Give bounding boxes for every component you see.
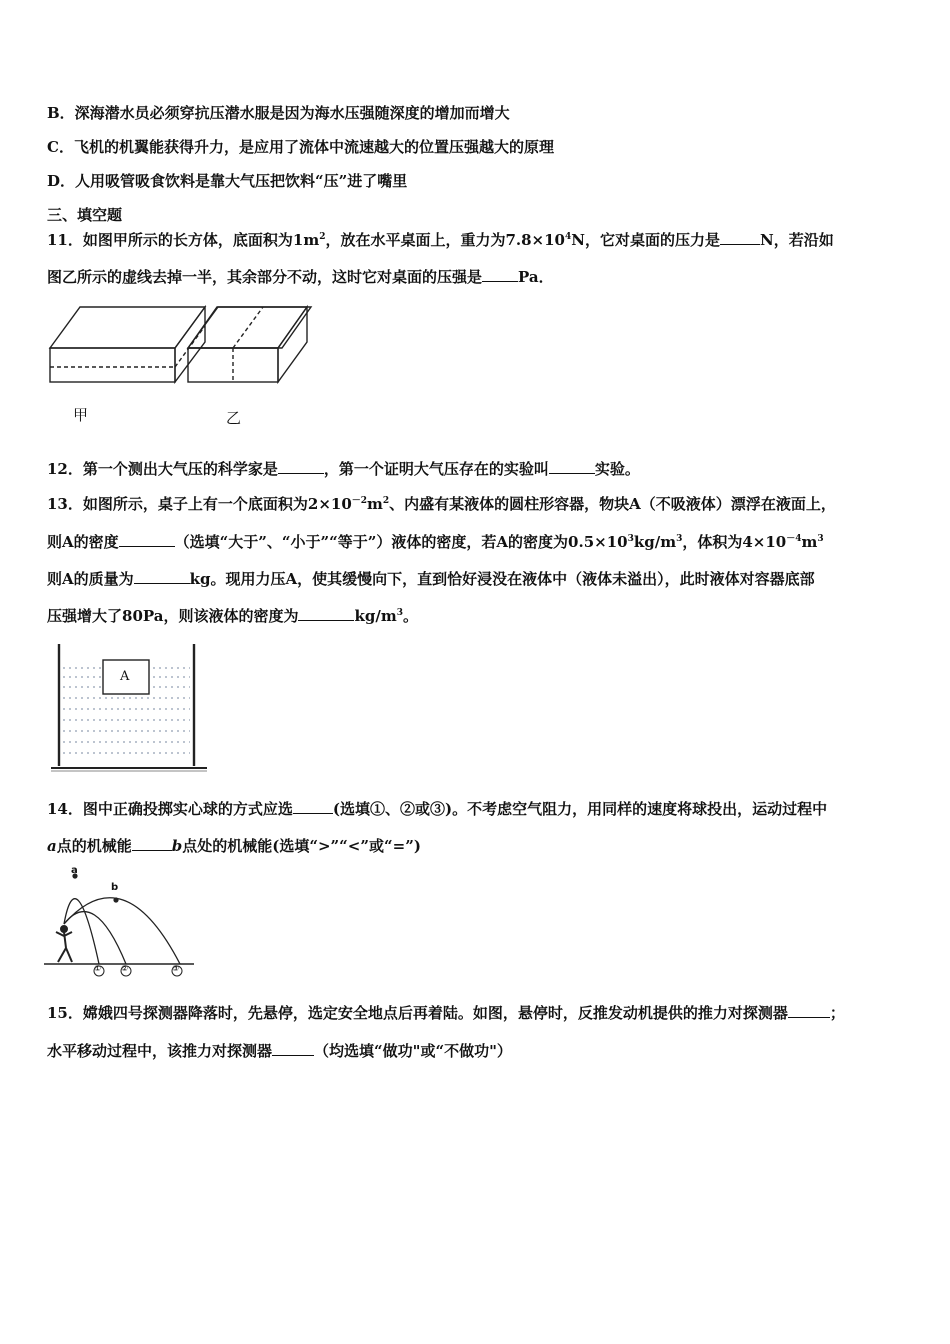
q13-container-figure (49, 640, 209, 772)
q15-blank-2[interactable] (272, 1041, 314, 1056)
q13-line1: 13．如图所示，桌子上有一个底面积为$2\times 10^{-2}m^2$、内盛有某液体的圆柱形容器，物块A（不吸液体）漂浮在液面上， (47, 495, 836, 513)
q14-mark-1: ① (94, 964, 102, 973)
q11-line1: 11．如图甲所示的长方体，底面积为$1m^2$，放在水平桌面上，重力为$7.8\times 10^4N$，它对桌面的压力是 N，若沿如 (47, 231, 834, 249)
option-d: D．人用吸管吸食饮料是靠大气压把饮料“压”进了嘴里 (47, 172, 408, 190)
section-title: 三、填空题 (47, 206, 123, 224)
q13-block-label: A (120, 669, 130, 684)
q14-blank-2[interactable] (132, 836, 172, 851)
q15-line2: 水平移动过程中，该推力对探测器 （均选填“做功"或“不做功"） (47, 1042, 512, 1060)
q12-blank-1[interactable] (278, 459, 324, 474)
q14-point-b: b (111, 882, 119, 893)
q13-line2: 则A的密度 （选填“大于”、“小于”“等于”）液体的密度，若A的密度为$0.5\times 10^3kg/m^3$，体积为$4\times 10^{-4}m^3$ (47, 533, 824, 551)
q13-line4: 压强增大了80Pa，则该液体的密度为 $kg/m^3$。 (47, 607, 418, 625)
q14-line2: a点的机械能 b点处的机械能(选填“>”“<”或“=”) (47, 837, 421, 855)
q14-mark-2: ② (121, 964, 129, 973)
q14-blank-1[interactable] (293, 799, 333, 814)
q11-caption-yi: 乙 (226, 409, 242, 427)
q14-mark-3: ③ (172, 964, 180, 973)
q13-line3: 则A的质量为 kg。现用力压A，使其缓慢向下，直到恰好浸没在液体中（液体未溢出），此时液体对容器底部 (47, 570, 815, 588)
q13-blank-2[interactable] (134, 569, 190, 584)
q11-blank-1[interactable] (720, 230, 760, 245)
q11-caption-jia: 甲 (73, 406, 89, 424)
option-c: C．飞机的机翼能获得升力，是应用了流体中流速越大的位置压强越大的原理 (47, 138, 554, 156)
q13-blank-1[interactable] (119, 532, 175, 547)
q11-blank-2[interactable] (482, 267, 518, 282)
q14-line1: 14．图中正确投掷实心球的方式应选 (选填①、②或③)。不考虑空气阻力，用同样的速度将球投出，运动过程中 (47, 800, 828, 818)
q15-line1: 15．嫦娥四号探测器降落时，先悬停，选定安全地点后再着陆。如图，悬停时，反推发动机提供的推力对探测器 ； (47, 1004, 845, 1022)
q14-point-a: a (71, 865, 78, 876)
q11-line2: 图乙所示的虚线去掉一半，其余部分不动，这时它对桌面的压强是 Pa． (47, 268, 554, 286)
q15-blank-1[interactable] (788, 1003, 830, 1018)
q12-blank-2[interactable] (549, 459, 595, 474)
q13-blank-3[interactable] (298, 606, 354, 621)
option-b: B．深海潜水员必须穿抗压潜水服是因为海水压强随深度的增加而增大 (47, 104, 510, 122)
q11-figure-yi-box (186, 300, 316, 390)
q12-line: 12．第一个测出大气压的科学家是 ，第一个证明大气压存在的实验叫 实验。 (47, 460, 640, 478)
